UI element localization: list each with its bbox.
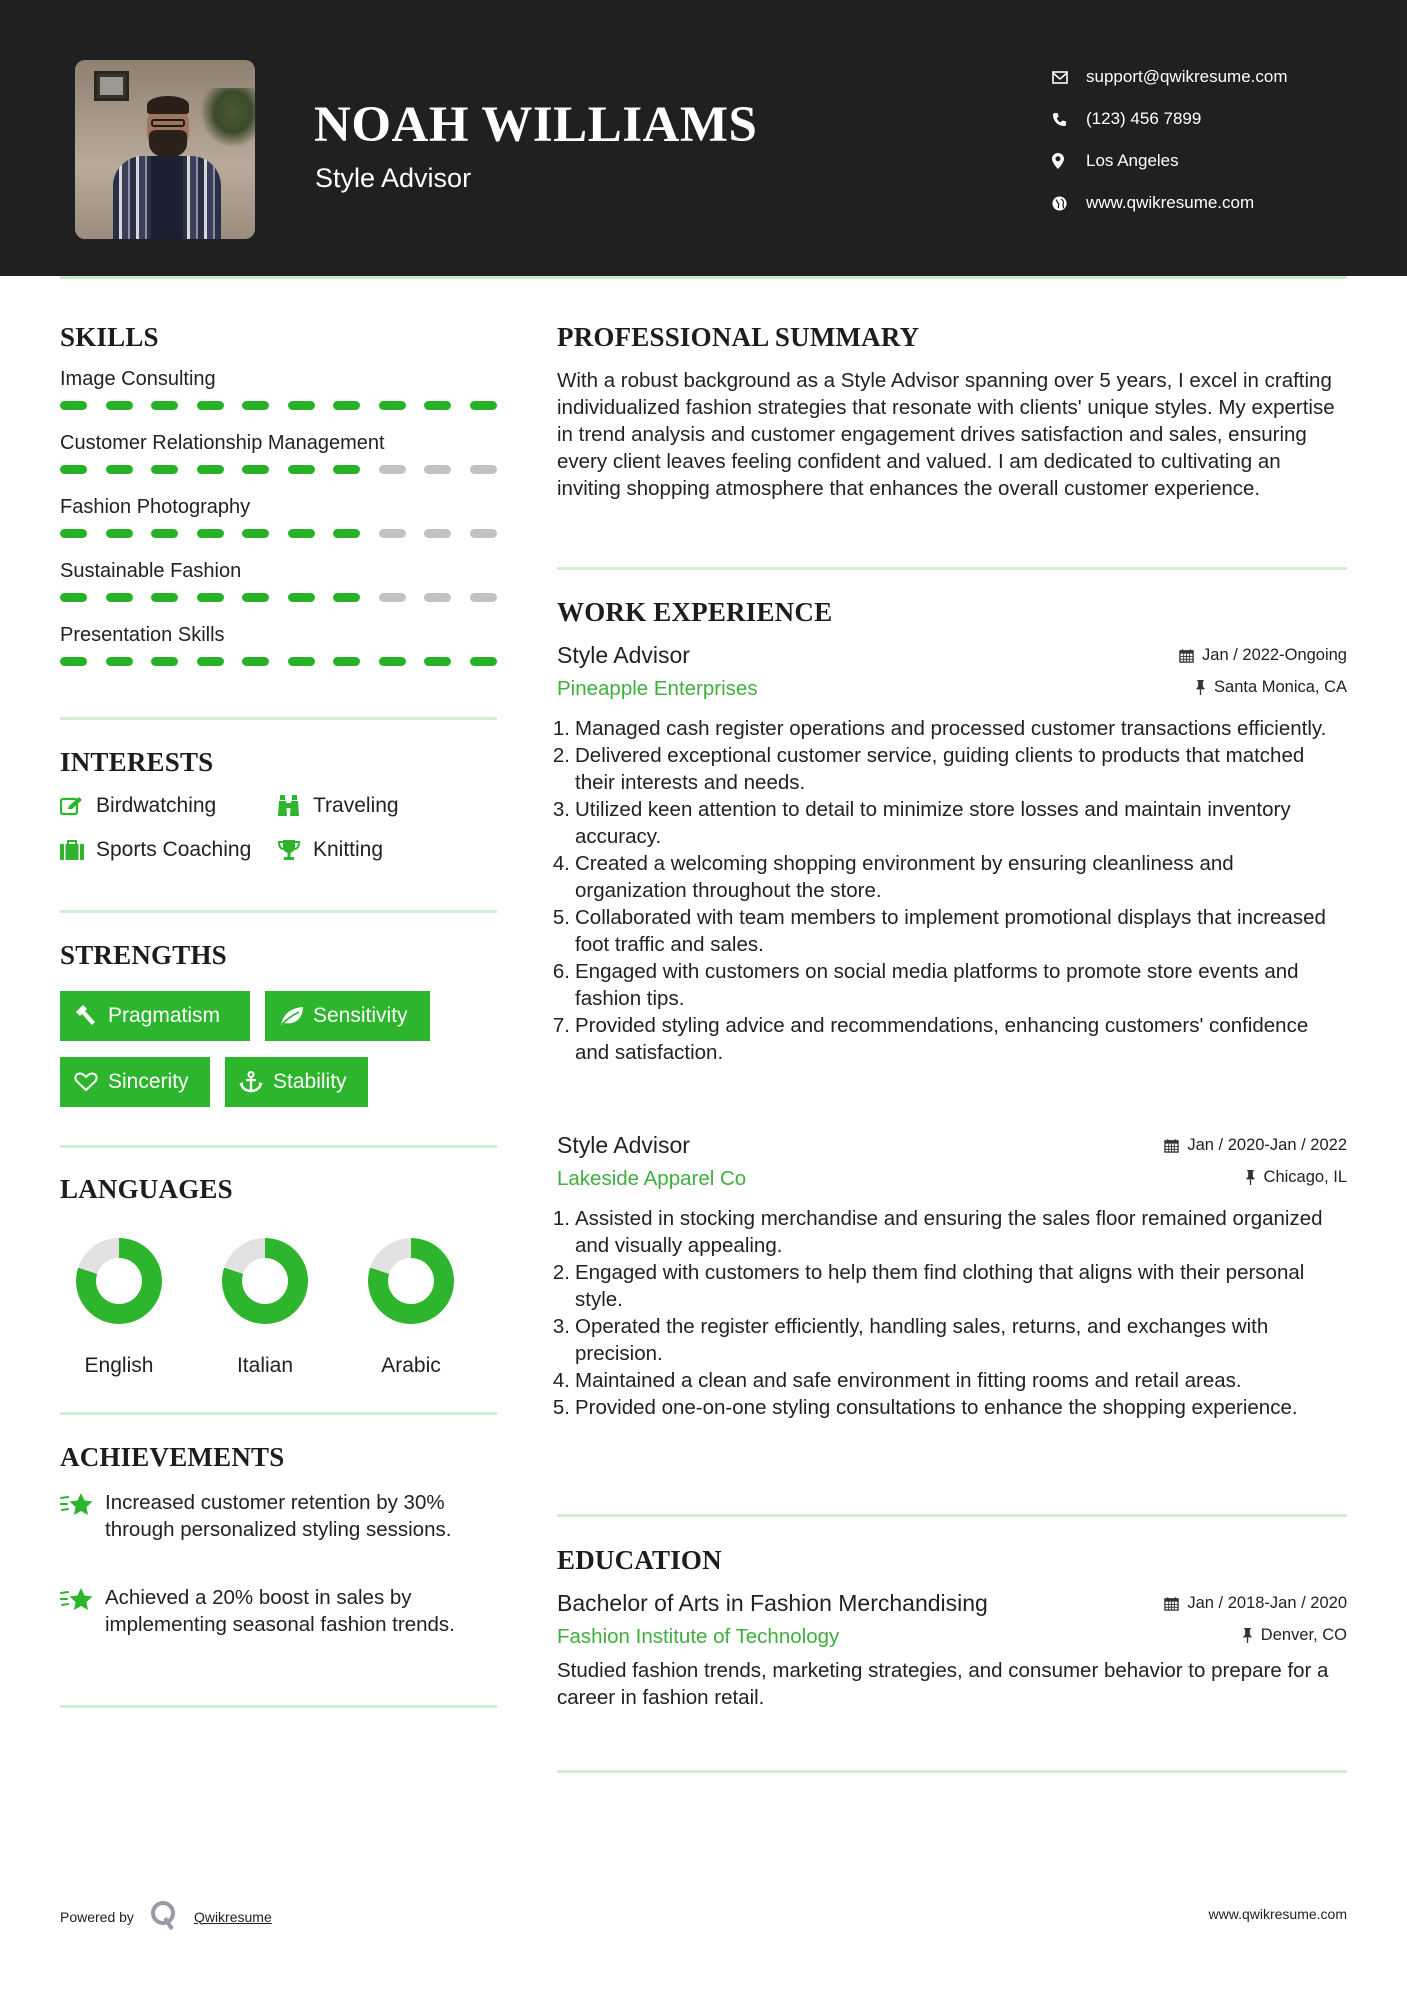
skill-level-segment bbox=[60, 657, 87, 666]
skill-level-segment bbox=[197, 465, 224, 474]
education-location-text: Denver, CO bbox=[1260, 1626, 1347, 1644]
bullet-number: 2. bbox=[552, 744, 570, 767]
summary-heading: PROFESSIONAL SUMMARY bbox=[557, 322, 920, 352]
school-name: Fashion Institute of Technology bbox=[557, 1625, 840, 1648]
strength-label: Pragmatism bbox=[108, 1004, 221, 1027]
profile-photo bbox=[75, 60, 255, 239]
strength-label: Sensitivity bbox=[313, 1004, 408, 1027]
bullet-number: 3. bbox=[552, 798, 570, 821]
job-bullet bbox=[552, 904, 1347, 958]
candidate-name: NOAH WILLIAMS bbox=[314, 97, 758, 153]
qwikresume-logo-icon bbox=[150, 1900, 178, 1933]
bullet-text: Engaged with customers on social media platforms to promote store events and fashion tips. bbox=[575, 960, 1299, 1010]
job-bullet bbox=[552, 1012, 1347, 1066]
section-divider bbox=[60, 717, 497, 720]
bullet-number: 1. bbox=[552, 1207, 570, 1230]
language-proficiency-donut bbox=[76, 1238, 162, 1324]
achievement-text: Achieved a 20% boost in sales by implementing seasonal fashion trends. bbox=[105, 1586, 455, 1636]
wall-frame-decoration bbox=[94, 71, 129, 101]
job-entry bbox=[552, 1132, 1347, 1421]
experience-heading: WORK EXPERIENCE bbox=[557, 597, 833, 627]
strength-badge bbox=[265, 991, 430, 1041]
interest-item bbox=[60, 838, 251, 862]
skill-level-segment bbox=[424, 593, 451, 602]
bullet-text: Provided styling advice and recommendations, enhancing customers' confidence and satisfaction. bbox=[575, 1014, 1309, 1064]
section-divider bbox=[557, 567, 1347, 570]
bullet-number: 1. bbox=[552, 717, 570, 740]
skill-level-bar bbox=[60, 401, 497, 410]
interest-label: Knitting bbox=[313, 838, 384, 861]
skill-level-segment bbox=[242, 529, 269, 538]
footer-powered-by bbox=[60, 1900, 272, 1933]
calendar-icon bbox=[1164, 1138, 1179, 1153]
skill-level-segment bbox=[333, 529, 360, 538]
education-dates bbox=[1164, 1594, 1347, 1613]
bullet-text: Utilized keen attention to detail to minimize store losses and maintain inventory accuracy. bbox=[575, 798, 1291, 848]
skill-level-segment bbox=[106, 529, 133, 538]
skills-heading: SKILLS bbox=[60, 322, 159, 352]
education-school-row bbox=[557, 1625, 1347, 1649]
interests-heading: INTERESTS bbox=[60, 747, 214, 777]
qwikresume-link[interactable]: Qwikresume bbox=[193, 1908, 272, 1925]
skill-level-segment bbox=[424, 657, 451, 666]
contact-website-text: www.qwikresume.com bbox=[1086, 193, 1255, 212]
skill-level-segment bbox=[333, 401, 360, 410]
skill-level-bar bbox=[60, 465, 497, 474]
skill-level-segment bbox=[197, 657, 224, 666]
job-bullet bbox=[552, 715, 1347, 742]
skill-level-segment bbox=[151, 593, 178, 602]
job-bullet bbox=[552, 1367, 1347, 1394]
bullet-number: 6. bbox=[552, 960, 570, 983]
job-title: Style Advisor bbox=[557, 1132, 690, 1158]
bullet-text: Provided one-on-one styling consultations to enhance the shopping experience. bbox=[575, 1396, 1298, 1419]
skill-level-segment bbox=[333, 465, 360, 474]
skill-level-segment bbox=[288, 401, 315, 410]
strength-label: Sincerity bbox=[108, 1070, 189, 1093]
bullet-text: Maintained a clean and safe environment in fitting rooms and retail areas. bbox=[575, 1369, 1242, 1392]
languages-heading: LANGUAGES bbox=[60, 1174, 233, 1204]
resume-header bbox=[0, 0, 1407, 276]
job-company: Pineapple Enterprises bbox=[557, 677, 758, 700]
achievement-text: Increased customer retention by 30% through personalized styling sessions. bbox=[105, 1491, 452, 1541]
language-item bbox=[59, 1238, 179, 1378]
section-divider bbox=[60, 1705, 497, 1708]
skill-item bbox=[60, 496, 497, 538]
job-company-row bbox=[557, 1167, 1347, 1191]
skill-level-segment bbox=[151, 657, 178, 666]
education-description: Studied fashion trends, marketing strategies, and consumer behavior to prepare for a career in fashion retail. bbox=[557, 1659, 1329, 1709]
map-marker-icon bbox=[1050, 153, 1086, 169]
interest-item bbox=[60, 794, 216, 818]
skill-level-segment bbox=[242, 593, 269, 602]
job-location bbox=[1245, 1168, 1347, 1187]
powered-by-text: Powered by bbox=[60, 1908, 134, 1925]
bullet-text: Operated the register efficiently, handling sales, returns, and exchanges with precision. bbox=[575, 1315, 1269, 1365]
skill-level-bar bbox=[60, 529, 497, 538]
bullet-number: 4. bbox=[552, 1369, 570, 1392]
calendar-icon bbox=[1164, 1596, 1179, 1611]
skill-level-segment bbox=[288, 529, 315, 538]
skill-level-segment bbox=[106, 593, 133, 602]
job-dates-text: Jan / 2022-Ongoing bbox=[1202, 646, 1347, 664]
section-divider bbox=[60, 1145, 497, 1148]
skill-label: Customer Relationship Management bbox=[60, 432, 385, 454]
skill-level-segment bbox=[60, 465, 87, 474]
envelope-icon bbox=[1050, 71, 1086, 84]
section-divider bbox=[557, 1770, 1347, 1773]
binoculars-icon bbox=[277, 795, 313, 817]
education-entry bbox=[557, 1590, 1347, 1711]
skill-level-segment bbox=[151, 401, 178, 410]
job-bullet bbox=[552, 958, 1347, 1012]
skill-level-bar bbox=[60, 593, 497, 602]
pushpin-icon bbox=[1242, 1628, 1253, 1643]
job-location-text: Chicago, IL bbox=[1263, 1168, 1347, 1186]
language-label: Italian bbox=[236, 1354, 294, 1377]
bullet-number: 5. bbox=[552, 1396, 570, 1419]
skill-level-segment bbox=[288, 465, 315, 474]
job-bullets bbox=[552, 715, 1347, 1066]
skill-level-segment bbox=[379, 657, 406, 666]
job-dates bbox=[1164, 1136, 1347, 1155]
bullet-text: Managed cash register operations and processed customer transactions efficiently. bbox=[575, 717, 1327, 740]
skill-level-segment bbox=[242, 657, 269, 666]
contact-list bbox=[1050, 56, 1288, 224]
language-proficiency-donut bbox=[222, 1238, 308, 1324]
contact-email[interactable] bbox=[1050, 56, 1288, 98]
job-bullet bbox=[552, 796, 1347, 850]
skill-level-segment bbox=[288, 593, 315, 602]
job-entry bbox=[552, 642, 1347, 1066]
contact-website[interactable] bbox=[1050, 182, 1288, 224]
job-bullet bbox=[552, 1259, 1347, 1313]
heart-icon bbox=[74, 1072, 108, 1092]
edit-icon bbox=[60, 796, 96, 816]
bullet-text: Collaborated with team members to implement promotional displays that increased foot traffic and sales. bbox=[575, 906, 1326, 956]
contact-phone[interactable] bbox=[1050, 98, 1288, 140]
skill-level-segment bbox=[197, 401, 224, 410]
anchor-icon bbox=[239, 1071, 273, 1093]
skill-label: Sustainable Fashion bbox=[60, 560, 242, 582]
skill-level-segment bbox=[470, 593, 497, 602]
candidate-title: Style Advisor bbox=[315, 163, 472, 193]
achievement-item bbox=[60, 1489, 500, 1543]
job-dates-text: Jan / 2020-Jan / 2022 bbox=[1187, 1136, 1347, 1154]
skill-level-segment bbox=[242, 401, 269, 410]
job-bullet bbox=[552, 1205, 1347, 1259]
skill-level-segment bbox=[288, 657, 315, 666]
pushpin-icon bbox=[1195, 680, 1206, 695]
strength-label: Stability bbox=[273, 1070, 347, 1093]
education-heading: EDUCATION bbox=[557, 1545, 722, 1575]
degree-title: Bachelor of Arts in Fashion Merchandising bbox=[557, 1590, 988, 1616]
bullet-number: 4. bbox=[552, 852, 570, 875]
skill-label: Presentation Skills bbox=[60, 624, 225, 646]
skill-item bbox=[60, 560, 497, 602]
shooting-star-icon bbox=[60, 1584, 105, 1638]
suitcase-icon bbox=[60, 840, 96, 860]
skill-level-segment bbox=[379, 529, 406, 538]
trophy-icon bbox=[277, 839, 313, 861]
skill-level-segment bbox=[151, 529, 178, 538]
pushpin-icon bbox=[1245, 1170, 1256, 1185]
person-glasses bbox=[151, 119, 185, 127]
interest-label: Birdwatching bbox=[96, 794, 217, 817]
job-dates bbox=[1179, 646, 1347, 665]
job-bullet bbox=[552, 742, 1347, 796]
bullet-number: 7. bbox=[552, 1014, 570, 1037]
interest-label: Sports Coaching bbox=[96, 838, 252, 861]
skill-level-segment bbox=[60, 401, 87, 410]
job-company-row bbox=[557, 677, 1347, 701]
job-title: Style Advisor bbox=[557, 642, 690, 668]
achievements-heading: ACHIEVEMENTS bbox=[60, 1442, 285, 1472]
bullet-text: Engaged with customers to help them find clothing that aligns with their personal style. bbox=[575, 1261, 1305, 1311]
summary-text: With a robust background as a Style Advisor spanning over 5 years, I excel in crafting individualized fashion strategies that resonate with clients' unique styles. My expertise in trend analysis and customer engagement drives satisfaction and sales, ensuring every client leaves feeling confident and valued. I am dedicated to cultivating an inviting shopping atmosphere that enhances the overall customer experience. bbox=[557, 369, 1335, 500]
skill-level-segment bbox=[379, 401, 406, 410]
skill-level-segment bbox=[470, 657, 497, 666]
footer-website[interactable]: www.qwikresume.com bbox=[1208, 1906, 1347, 1922]
strength-badge bbox=[60, 991, 250, 1041]
education-location bbox=[1242, 1626, 1347, 1645]
bullet-text: Delivered exceptional customer service, guiding clients to products that matched their interests and needs. bbox=[575, 744, 1305, 794]
interest-item bbox=[277, 794, 399, 818]
bullet-text: Created a welcoming shopping environment by ensuring cleanliness and organization throughout the store. bbox=[575, 852, 1234, 902]
interest-label: Traveling bbox=[313, 794, 399, 817]
job-bullet bbox=[552, 1313, 1347, 1367]
language-label: English bbox=[84, 1354, 154, 1377]
education-dates-text: Jan / 2018-Jan / 2020 bbox=[1187, 1594, 1347, 1612]
skill-level-bar bbox=[60, 657, 497, 666]
bullet-number: 2. bbox=[552, 1261, 570, 1284]
education-header-row bbox=[557, 1590, 1347, 1617]
person-body bbox=[113, 156, 221, 239]
job-bullet bbox=[552, 850, 1347, 904]
person-beard bbox=[149, 130, 187, 158]
skill-level-segment bbox=[333, 593, 360, 602]
contact-location-text: Los Angeles bbox=[1086, 151, 1179, 170]
skill-level-segment bbox=[242, 465, 269, 474]
person-hair bbox=[147, 96, 189, 114]
language-label: Arabic bbox=[381, 1354, 441, 1377]
skill-level-segment bbox=[197, 593, 224, 602]
skill-level-segment bbox=[470, 465, 497, 474]
skill-label: Image Consulting bbox=[60, 368, 216, 390]
globe-icon bbox=[1050, 196, 1086, 211]
skill-item bbox=[60, 368, 497, 410]
section-divider bbox=[557, 1514, 1347, 1517]
skill-level-segment bbox=[60, 529, 87, 538]
job-header-row bbox=[557, 1132, 1347, 1159]
job-bullet bbox=[552, 1394, 1347, 1421]
phone-icon bbox=[1050, 112, 1086, 127]
section-divider bbox=[60, 1412, 497, 1415]
skill-level-segment bbox=[470, 401, 497, 410]
contact-email-text: support@qwikresume.com bbox=[1086, 67, 1288, 86]
job-location-text: Santa Monica, CA bbox=[1214, 678, 1347, 696]
job-header-row bbox=[557, 642, 1347, 669]
skill-level-segment bbox=[333, 657, 360, 666]
skill-level-segment bbox=[106, 657, 133, 666]
language-proficiency-donut bbox=[368, 1238, 454, 1324]
skill-level-segment bbox=[424, 529, 451, 538]
skill-item bbox=[60, 432, 497, 474]
strength-badge bbox=[60, 1057, 210, 1107]
skill-level-segment bbox=[379, 593, 406, 602]
bullet-text: Assisted in stocking merchandise and ensuring the sales floor remained organized and visually appealing. bbox=[575, 1207, 1323, 1257]
skill-level-segment bbox=[470, 529, 497, 538]
skill-level-segment bbox=[379, 465, 406, 474]
skill-label: Fashion Photography bbox=[60, 496, 251, 518]
leaf-icon bbox=[279, 1006, 313, 1026]
language-item bbox=[351, 1238, 471, 1378]
achievement-item bbox=[60, 1584, 500, 1638]
job-company: Lakeside Apparel Co bbox=[557, 1167, 747, 1190]
header-divider bbox=[60, 276, 1347, 279]
skill-level-segment bbox=[106, 401, 133, 410]
strength-badge bbox=[225, 1057, 368, 1107]
job-location bbox=[1195, 678, 1347, 697]
contact-phone-text: (123) 456 7899 bbox=[1086, 109, 1202, 128]
skill-item bbox=[60, 624, 497, 666]
skill-level-segment bbox=[424, 401, 451, 410]
skill-level-segment bbox=[106, 465, 133, 474]
bullet-number: 5. bbox=[552, 906, 570, 929]
interest-item bbox=[277, 838, 383, 862]
section-divider bbox=[60, 910, 497, 913]
skill-level-segment bbox=[424, 465, 451, 474]
skill-level-segment bbox=[60, 593, 87, 602]
bullet-number: 3. bbox=[552, 1315, 570, 1338]
gavel-icon bbox=[74, 1005, 108, 1027]
language-item bbox=[205, 1238, 325, 1378]
plant-decoration bbox=[200, 88, 255, 148]
skill-level-segment bbox=[151, 465, 178, 474]
skill-level-segment bbox=[197, 529, 224, 538]
contact-location bbox=[1050, 140, 1288, 182]
job-bullets bbox=[552, 1205, 1347, 1421]
calendar-icon bbox=[1179, 648, 1194, 663]
strengths-heading: STRENGTHS bbox=[60, 940, 227, 970]
shooting-star-icon bbox=[60, 1489, 105, 1543]
